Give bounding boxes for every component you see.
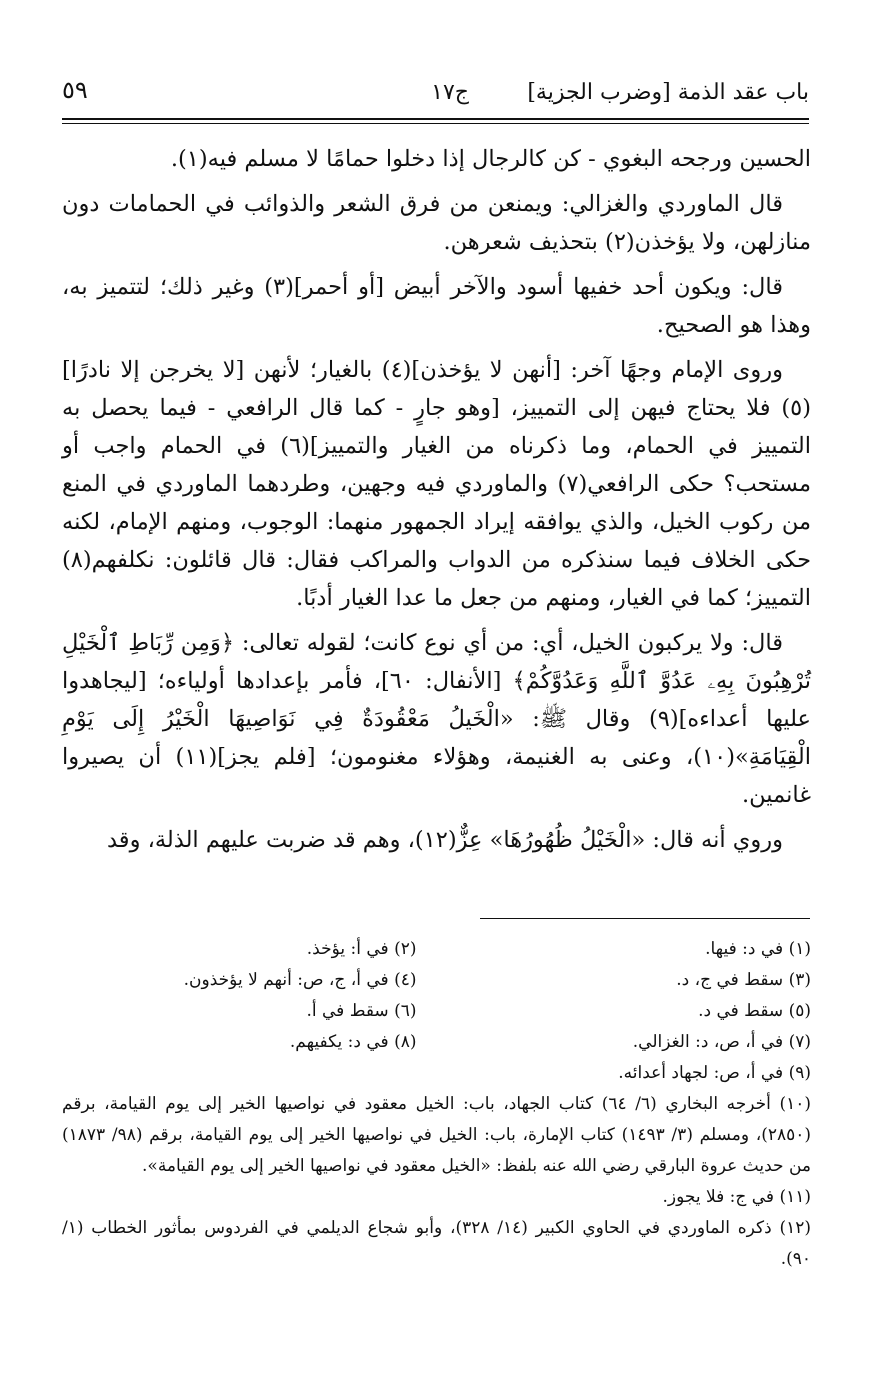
running-header <box>62 74 809 114</box>
paragraph: الحسين ورجحه البغوي - كن كالرجال إذا دخلوا حمامًا لا مسلم فيه(١). <box>170 146 811 172</box>
footnote: (٢) في أ: يؤخذ. <box>306 939 417 959</box>
footnote-separator <box>480 918 810 919</box>
footnote: (٨) في د: يكفيهم. <box>289 1032 417 1052</box>
footnote: (٣) سقط في ج، د. <box>676 970 811 990</box>
footnote: (٧) في أ، ص، د: الغزالي. <box>632 1032 811 1052</box>
footnote: (٩) في أ، ص: لجهاد أعدائه. <box>618 1063 811 1083</box>
footnote: (١٢) ذكره الماوردي في الحاوي الكبير (١٤/ ٣٢٨)، وأبو شجاع الديلمي في الفردوس بمأثور الخطاب (١/ ٩٠). <box>62 1218 811 1269</box>
paragraph: وروى الإمام وجهًا آخر: [أنهن لا يؤخذن](٤) بالغيار؛ لأنهن [لا يخرجن إلا نادرًا](٥) فلا يحتاج فيهن إلى التمييز، [وهو جارٍ - كما قال الرافعي - فيما يحصل به التمييز في الحمام، وما ذكرناه من الغيار والتمييز](٦) في الحمام واجب أو مستحب؟ حكى الرافعي(٧) والماوردي فيه وجهين، وطردهما الماوردي في المنع من ركوب الخيل، والذي يوافقه إيراد الجمهور منهما: الوجوب، ومنهم الإمام، لكنه حكى الخلاف فيما سنذكره من الدواب والمراكب فقال: قال قائلون: نكلفهم(٨) التمييز؛ كما في الغيار، ومنهم من جعل ما عدا الغيار أدبًا. <box>62 357 811 611</box>
chapter-title: باب عقد الذمة [وضرب الجزية] <box>527 80 809 105</box>
footnote: (٥) سقط في د. <box>698 1001 811 1021</box>
paragraph: وروي أنه قال: «الْخَيْلُ ظُهُورُهَا» عِزٌّ(١٢)، وهم قد ضربت عليهم الذلة، وقد <box>107 827 783 853</box>
footnote: (١٠) أخرجه البخاري (٦/ ٦٤) كتاب الجهاد، باب: الخيل معقود في نواصيها الخير إلى يوم القيامة، برقم (٢٨٥٠)، ومسلم (٣/ ١٤٩٣) كتاب الإمارة، باب: الخيل في نواصيها الخير إلى يوم القيامة، برقم (٩٨/ ١٨٧٣) من حديث عروة البارقي رضي الله عنه بلفظ: «الخيل معقود في نواصيها الخير إلى يوم القيامة». <box>62 1094 812 1176</box>
footnote: (٤) في أ، ج، ص: أنهم لا يؤخذون. <box>183 970 417 990</box>
footnotes <box>62 934 811 1275</box>
header-rule-thick <box>62 118 809 120</box>
main-text <box>62 140 811 866</box>
header-rule-thin <box>62 123 809 124</box>
footnote: (١١) في ج: فلا يجوز. <box>662 1187 811 1207</box>
footnote: (٦) سقط في أ. <box>306 1001 417 1021</box>
paragraph: قال: ولا يركبون الخيل، أي: من أي نوع كانت؛ لقوله تعالى: ﴿وَمِن رِّبَاطِ ٱلْخَيْلِ تُرْهِبُونَ بِهِۦ عَدُوَّ ٱللَّهِ وَعَدُوَّكُمْ﴾ [الأنفال: ٦٠]، فأمر بإعدادها أولياءه؛ [ليجاهدوا عليها أعداءه](٩) وقال ﷺ: «الْخَيلُ مَعْقُودَةٌ فِي نَوَاصِيهَا الْخَيْرُ إِلَى يَوْمِ الْقِيَامَةِ»(١٠)، وعنى به الغنيمة، وهؤلاء مغنومون؛ [فلم يجز](١١) أن يصيروا غانمين. <box>62 630 811 808</box>
volume-number: ج١٧ <box>431 80 469 105</box>
page-number: ٥٩ <box>62 76 88 104</box>
paragraph: قال الماوردي والغزالي: ويمنعن من فرق الشعر والذوائب في الحمامات دون منازلهن، ولا يؤخذن(٢) بتحذيف شعرهن. <box>62 191 811 255</box>
footnote: (١) في د: فيها. <box>705 939 811 959</box>
footnote-grid <box>62 934 811 1058</box>
paragraph: قال: ويكون أحد خفيها أسود والآخر أبيض [أو أحمر](٣) وغير ذلك؛ لتتميز به، وهذا هو الصحيح. <box>62 274 811 338</box>
